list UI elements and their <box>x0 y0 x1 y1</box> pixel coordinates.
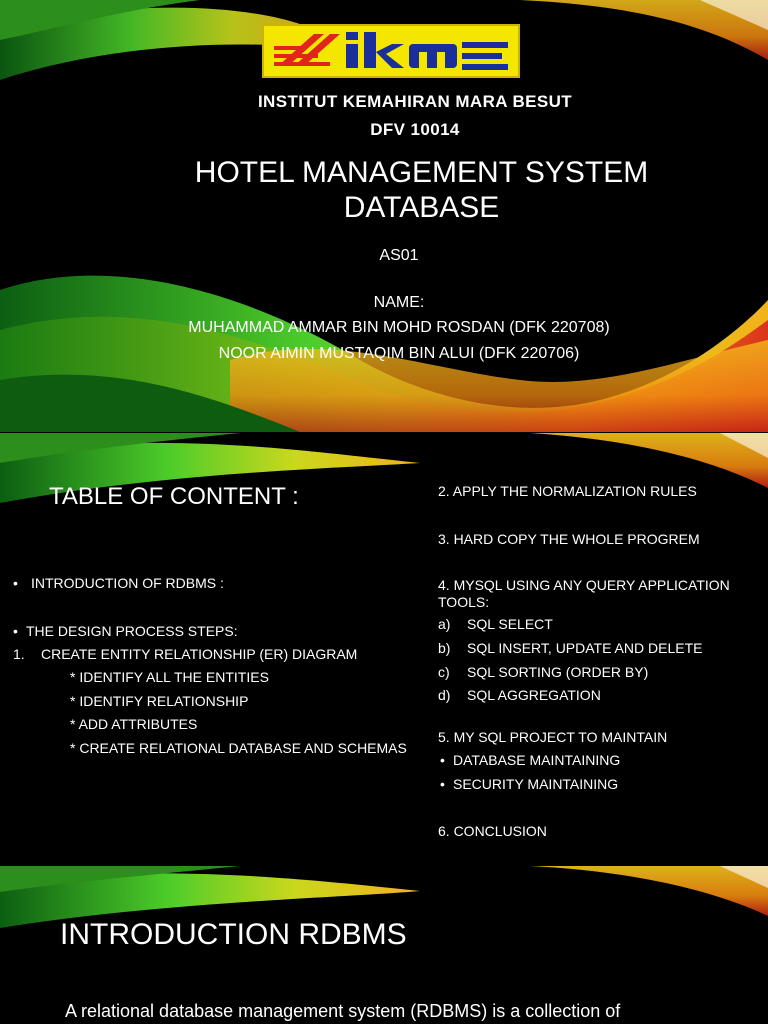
letter-mark: a) <box>438 616 451 632</box>
table-of-content-slide <box>0 433 768 865</box>
toc-sql-select: SQL SELECT <box>467 616 553 632</box>
member-1: MUHAMMAD AMMAR BIN MOHD ROSDAN (DFK 220708) <box>188 319 610 336</box>
letter-mark: b) <box>438 640 451 656</box>
intro-title: INTRODUCTION RDBMS <box>60 918 407 951</box>
presentation-title <box>0 155 768 225</box>
bullet-mark: • <box>13 575 18 591</box>
intro-body: A relational database management system (RDBMS) is a collection of <box>65 1001 621 1021</box>
bullet-mark: • <box>440 776 445 792</box>
title-line-2: DATABASE <box>343 191 500 224</box>
toc-conclusion: 6. CONCLUSION <box>438 823 547 839</box>
ikm-logo <box>262 24 520 78</box>
toc-er-diagram: CREATE ENTITY RELATIONSHIP (ER) DIAGRAM <box>41 646 358 662</box>
toc-sql-sorting: SQL SORTING (ORDER BY) <box>467 664 649 680</box>
member-2: NOOR AIMIN MUSTAQIM BIN ALUI (DFK 220706) <box>218 345 580 362</box>
toc-sql-aggregation: SQL AGGREGATION <box>467 687 601 703</box>
name-label: NAME: <box>373 294 425 311</box>
toc-design-steps: THE DESIGN PROCESS STEPS: <box>26 623 238 639</box>
toc-mysql-tools-cont: TOOLS: <box>438 594 490 610</box>
bullet-mark: • <box>13 623 18 639</box>
letter-mark: c) <box>438 664 450 680</box>
toc-sub-relationship: * IDENTIFY RELATIONSHIP <box>70 693 249 709</box>
toc-mysql-tools: 4. MYSQL USING ANY QUERY APPLICATION <box>438 577 730 593</box>
toc-mysql-maintain: 5. MY SQL PROJECT TO MAINTAIN <box>438 729 668 745</box>
title-line-1: HOTEL MANAGEMENT SYSTEM <box>194 156 649 189</box>
toc-intro-rdbms: INTRODUCTION OF RDBMS : <box>31 575 224 591</box>
title-slide <box>0 0 768 432</box>
assignment-code: AS01 <box>379 247 419 264</box>
toc-database-maintaining: DATABASE MAINTAINING <box>453 752 621 768</box>
toc-sql-insert: SQL INSERT, UPDATE AND DELETE <box>467 640 703 656</box>
toc-title: TABLE OF CONTENT : <box>49 483 299 510</box>
toc-sub-schemas: * CREATE RELATIONAL DATABASE AND SCHEMAS <box>70 740 407 756</box>
ikm-logo-graphic <box>264 26 518 76</box>
toc-sub-attributes: * ADD ATTRIBUTES <box>70 716 198 732</box>
number-mark: 1. <box>13 646 25 662</box>
toc-sub-entities: * IDENTIFY ALL THE ENTITIES <box>70 669 269 685</box>
institute-name: INSTITUT KEMAHIRAN MARA BESUT <box>257 92 573 111</box>
introduction-slide <box>0 866 768 1024</box>
toc-normalization: 2. APPLY THE NORMALIZATION RULES <box>438 483 697 499</box>
course-code: DFV 10014 <box>370 120 460 139</box>
toc-hard-copy: 3. HARD COPY THE WHOLE PROGREM <box>438 531 700 547</box>
letter-mark: d) <box>438 687 451 703</box>
toc-security-maintaining: SECURITY MAINTAINING <box>453 776 619 792</box>
bullet-mark: • <box>440 752 445 768</box>
